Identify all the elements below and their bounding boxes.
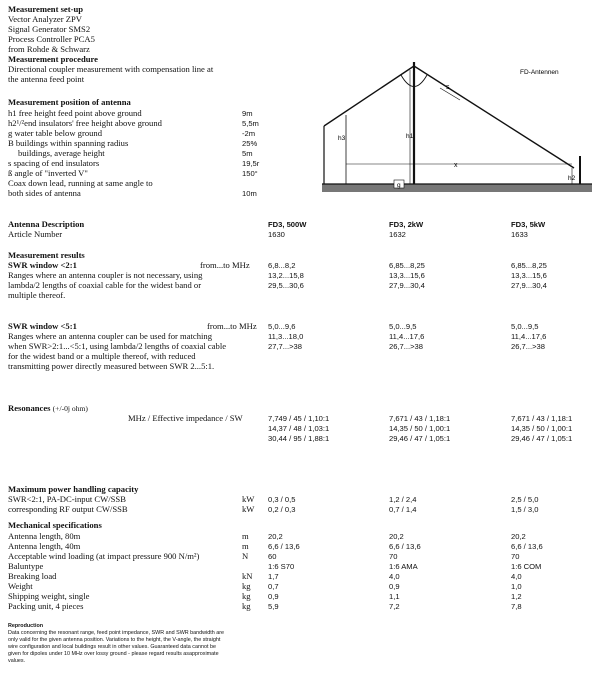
mech-value: 1:6 S70 — [268, 562, 295, 571]
col-name: FD3, 500W — [268, 220, 307, 229]
label-h1: h1 — [406, 133, 414, 140]
swr5-value: 5,0...9,6 — [268, 322, 296, 331]
power-value: 1,2 / 2,4 — [389, 495, 417, 504]
mech-label: Breaking load — [8, 571, 57, 581]
resonance-value: 7,749 / 45 / 1,10:1 — [268, 414, 330, 423]
position-value: 150° — [242, 169, 258, 178]
results-heading: Measurement results — [8, 250, 85, 260]
mech-value: 20,2 — [268, 532, 283, 541]
mech-label: Packing unit, 4 pieces — [8, 601, 84, 611]
swr2-value: 27,9...30,4 — [511, 281, 547, 290]
mech-value: 20,2 — [511, 532, 526, 541]
mech-value: 1:6 AMA — [389, 562, 418, 571]
repro-heading: Reproduction — [8, 623, 44, 629]
label-g: g — [397, 182, 401, 189]
desc-label: Antenna Description — [8, 219, 85, 229]
mech-label: Baluntype — [8, 561, 44, 571]
mech-value: 1,0 — [511, 582, 522, 591]
swr2-value: 13,3...15,6 — [511, 271, 547, 280]
resonances-heading: Resonances — [8, 403, 51, 413]
mech-unit: kN — [242, 571, 253, 581]
position-value: -2m — [242, 129, 256, 138]
position-label: both sides of antenna — [8, 188, 81, 198]
mech-value: 5,9 — [268, 602, 279, 611]
power-label: SWR<2:1, PA-DC-input CW/SSB — [8, 494, 126, 504]
col-name: FD3, 5kW — [511, 220, 546, 229]
position-value: 25% — [242, 139, 258, 148]
article-number: 1630 — [268, 230, 285, 239]
position-label: ß angle of "inverted V" — [8, 168, 88, 178]
mech-value: 0,7 — [268, 582, 279, 591]
swr2-desc: multiple thereof. — [8, 290, 66, 300]
position-value: 10m — [242, 189, 257, 198]
repro-line: only valid for the given antenna position. Variations to the height, the V-angle, the straight — [8, 637, 221, 643]
swr2-value: 27,9...30,4 — [389, 281, 425, 290]
power-unit: kW — [242, 504, 255, 514]
setup-line: Vector Analyzer ZPV — [8, 14, 82, 24]
swr5-value: 26,7...>38 — [389, 342, 423, 351]
swr2-heading: SWR window <2:1 — [8, 260, 77, 270]
mech-unit: m — [242, 541, 249, 551]
swr5-desc: for the widest band or a multiple thereof, with reduced — [8, 351, 196, 361]
label-h3: h3 — [338, 135, 346, 142]
mech-value: 70 — [389, 552, 398, 561]
swr2-value: 6,8...8,2 — [268, 261, 296, 270]
swr5-desc: Ranges where an antenna coupler can be used for matching — [8, 331, 213, 341]
mech-value: 0,9 — [268, 592, 279, 601]
swr2-value: 13,3...15,6 — [389, 271, 425, 280]
mech-value: 0,9 — [389, 582, 400, 591]
mech-value: 4,0 — [511, 572, 522, 581]
mech-value: 60 — [268, 552, 277, 561]
power-value: 0,3 / 0,5 — [268, 495, 296, 504]
mech-unit: kg — [242, 581, 251, 591]
mech-label: Shipping weight, single — [8, 591, 90, 601]
swr5-value: 5,0...9,5 — [511, 322, 539, 331]
swr5-heading: SWR window <5:1 — [8, 321, 77, 331]
left-wire — [324, 66, 414, 126]
mech-unit: m — [242, 531, 249, 541]
setup-heading: Measurement set-up — [8, 4, 84, 14]
resonances-note: (+/-0j ohm) — [52, 404, 88, 413]
swr5-value: 11,3...18,0 — [268, 332, 304, 341]
resonances-unit: MHz / Effective impedance / SW — [128, 413, 243, 423]
diagram-title: FD-Antennen — [520, 69, 559, 76]
swr5-value: 11,4...17,6 — [389, 332, 425, 341]
power-value: 0,2 / 0,3 — [268, 505, 296, 514]
position-label: g water table below ground — [8, 128, 103, 138]
procedure-line: the antenna feed point — [8, 74, 85, 84]
resonance-value: 14,35 / 50 / 1,00:1 — [511, 424, 573, 433]
antenna-diagram — [322, 60, 592, 195]
mech-value: 1,1 — [389, 592, 400, 601]
mech-label: Antenna length, 40m — [8, 541, 81, 551]
mech-value: 1:6 COM — [511, 562, 542, 571]
setup-line: from Rohde & Schwarz — [8, 44, 90, 54]
swr5-value: 11,4...17,6 — [511, 332, 547, 341]
position-value: 5,5m — [242, 119, 259, 128]
swr5-value: 26,7...>38 — [511, 342, 545, 351]
article-number: 1632 — [389, 230, 406, 239]
mech-value: 7,2 — [389, 602, 400, 611]
position-heading: Measurement position of antenna — [8, 97, 131, 107]
swr2-value: 29,5...30,6 — [268, 281, 304, 290]
resonance-value: 29,46 / 47 / 1,05:1 — [511, 434, 573, 443]
ground-strip — [322, 184, 592, 192]
swr2-unit: from...to MHz — [200, 260, 250, 270]
power-unit: kW — [242, 494, 255, 504]
repro-line: Data concerning the resonant range, feed point impedance, SWR and SWR bandwidth are — [8, 630, 225, 636]
right-wire — [414, 66, 574, 168]
swr5-desc: when SWR>2:1...<5:1, using lambda/2 lengths of coaxial cable — [8, 341, 227, 351]
swr5-value: 27,7...>38 — [268, 342, 302, 351]
swr2-desc: lambda/2 lengths of coaxial cable for the widest band or — [8, 280, 202, 290]
mech-value: 1,2 — [511, 592, 522, 601]
mech-value: 1,7 — [268, 572, 279, 581]
mech-value: 4,0 — [389, 572, 400, 581]
resonance-value: 14,37 / 48 / 1,03:1 — [268, 424, 330, 433]
swr5-desc: transmitting power directly measured between SWR 2...5:1. — [8, 361, 215, 371]
mech-value: 7,8 — [511, 602, 522, 611]
position-label: buildings, average height — [18, 148, 105, 158]
setup-line: Process Controller PCA5 — [8, 34, 95, 44]
label-h2: h2 — [568, 175, 576, 182]
mech-label: Acceptable wind loading (at impact pressure 900 N/m²) — [8, 551, 200, 561]
position-label: Coax down lead, running at same angle to — [8, 178, 153, 188]
repro-line: given for dipoles under 10 MHz over lossy ground - please regard results asapproximate — [8, 651, 219, 657]
procedure-line: Directional coupler measurement with compensation line at — [8, 64, 214, 74]
swr2-value: 6,85...8,25 — [511, 261, 547, 270]
resonance-value: 14,35 / 50 / 1,00:1 — [389, 424, 451, 433]
position-label: h2¹/²end insulators' free height above ground — [8, 118, 162, 128]
power-value: 0,7 / 1,4 — [389, 505, 417, 514]
article-label: Article Number — [8, 229, 63, 239]
resonance-value: 30,44 / 95 / 1,88:1 — [268, 434, 330, 443]
resonance-value: 29,46 / 47 / 1,05:1 — [389, 434, 451, 443]
swr5-value: 5,0...9,5 — [389, 322, 417, 331]
swr2-desc: Ranges where an antenna coupler is not necessary, using — [8, 270, 203, 280]
col-name: FD3, 2kW — [389, 220, 424, 229]
mech-unit: kg — [242, 601, 251, 611]
power-label: corresponding RF output CW/SSB — [8, 504, 128, 514]
mech-label: Antenna length, 80m — [8, 531, 81, 541]
position-value: 19,5r — [242, 159, 260, 168]
mech-value: 20,2 — [389, 532, 404, 541]
mech-unit: N — [242, 551, 249, 561]
power-value: 1,5 / 3,0 — [511, 505, 539, 514]
article-number: 1633 — [511, 230, 528, 239]
label-x: x — [454, 162, 458, 169]
mech-value: 6,6 / 13,6 — [389, 542, 421, 551]
resonance-value: 7,671 / 43 / 1,18:1 — [511, 414, 573, 423]
swr2-value: 13,2...15,8 — [268, 271, 304, 280]
mech-value: 70 — [511, 552, 520, 561]
label-s: s — [446, 84, 450, 91]
power-heading: Maximum power handling capacity — [8, 484, 139, 494]
mech-unit: kg — [242, 591, 251, 601]
mech-heading: Mechanical specifications — [8, 520, 102, 530]
power-value: 2,5 / 5,0 — [511, 495, 539, 504]
swr5-unit: from...to MHz — [207, 321, 257, 331]
setup-line: Signal Generator SMS2 — [8, 24, 91, 34]
repro-line: values. — [8, 658, 26, 664]
procedure-heading: Measurement procedure — [8, 54, 98, 64]
mech-label: Weight — [8, 581, 33, 591]
position-value: 5m — [242, 149, 253, 158]
resonances-title — [8, 403, 88, 413]
resonance-value: 7,671 / 43 / 1,18:1 — [389, 414, 451, 423]
mech-value: 6,6 / 13,6 — [268, 542, 300, 551]
repro-line: wire configuration and local buildings result in other values. Guaranteed data cannot be — [8, 644, 216, 650]
swr2-value: 6,85...8,25 — [389, 261, 425, 270]
position-value: 9m — [242, 109, 253, 118]
mech-value: 6,6 / 13,6 — [511, 542, 543, 551]
position-label: h1 free height feed point above ground — [8, 108, 142, 118]
position-label: s spacing of end insulators — [8, 158, 100, 168]
position-label: B buildings within spanning radius — [8, 138, 129, 148]
